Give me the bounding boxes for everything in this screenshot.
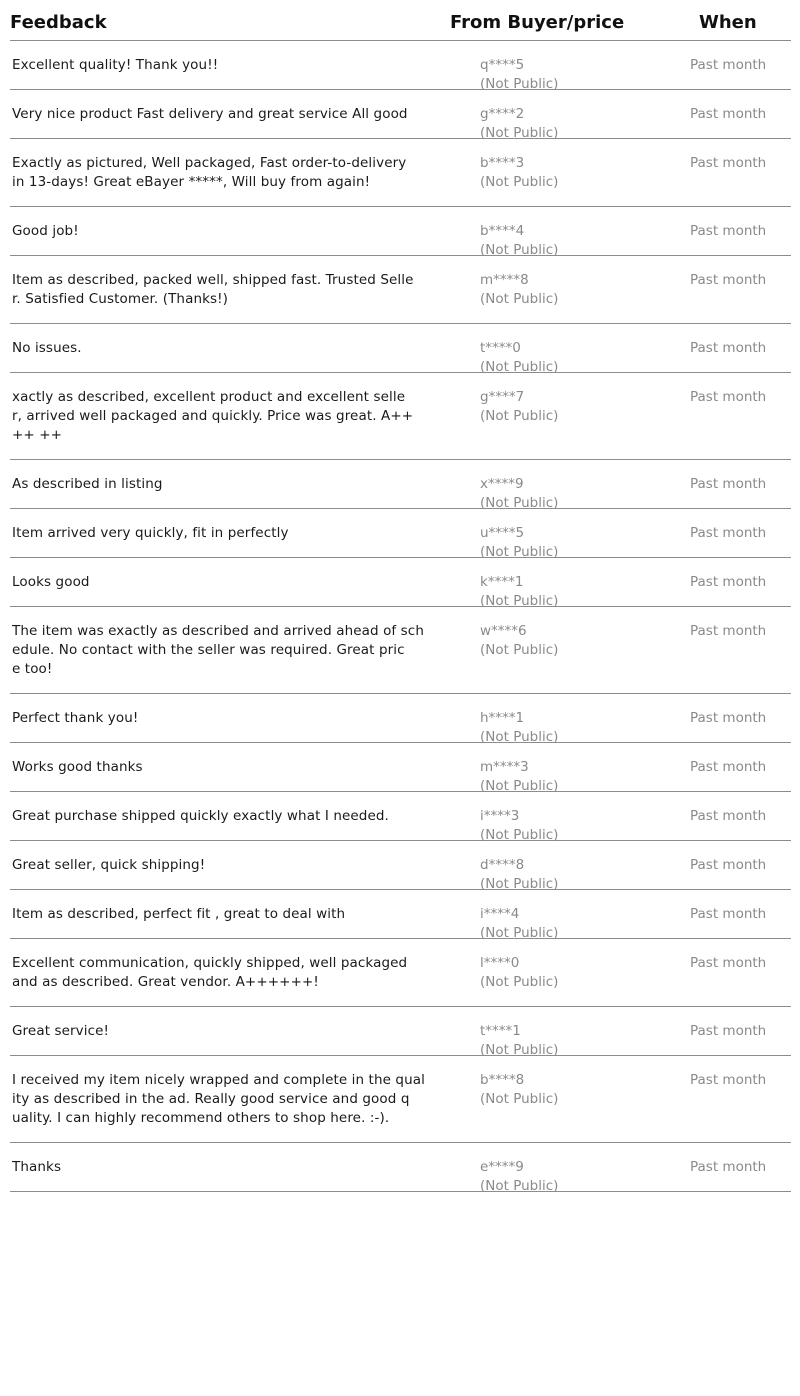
price-visibility: (Not Public) [480,1091,559,1107]
buyer-cell [480,856,558,894]
feedback-text: xactly as described, excellent product and excellent selle r, arrived well packaged and quickly. Price was great. A++ ++ ++ [12,389,414,443]
price-visibility: (Not Public) [480,125,559,141]
buyer-cell [480,388,558,426]
feedback-text: Exactly as pictured, Well packaged, Fast order-to-delivery in 13-days! Great eBayer *****, Will buy from again! [12,155,407,190]
when-cell: Past month [690,272,767,288]
buyer-id: t****0 [480,340,521,356]
price-visibility: (Not Public) [480,242,559,258]
buyer-id: b****4 [480,223,525,239]
buyer-cell [480,954,558,992]
when-cell: Past month [690,476,767,492]
buyer-id: g****2 [480,106,525,122]
table-row [10,841,791,890]
buyer-cell [480,524,558,562]
price-visibility: (Not Public) [480,1042,559,1058]
when-cell: Past month [690,955,767,971]
buyer-cell [480,709,558,747]
table-row [10,694,791,743]
table-row [10,890,791,939]
table-header [10,0,791,41]
when-cell: Past month [690,57,767,73]
feedback-text: Works good thanks [12,759,143,775]
feedback-text: Item arrived very quickly, fit in perfectly [12,525,289,541]
when-cell: Past month [690,710,767,726]
price-visibility: (Not Public) [480,544,559,560]
buyer-id: g****7 [480,389,525,405]
buyer-cell [480,222,558,260]
buyer-id: u****5 [480,525,525,541]
table-row [10,460,791,509]
table-row [10,41,791,90]
buyer-cell [480,271,558,309]
price-visibility: (Not Public) [480,76,559,92]
price-visibility: (Not Public) [480,593,559,609]
buyer-cell [480,1022,558,1060]
buyer-cell [480,339,558,377]
feedback-text: No issues. [12,340,82,356]
price-visibility: (Not Public) [480,359,559,375]
when-cell: Past month [690,1072,767,1088]
price-visibility: (Not Public) [480,642,559,658]
table-row [10,373,791,460]
when-cell: Past month [690,759,767,775]
buyer-id: l****0 [480,955,520,971]
buyer-id: x****9 [480,476,524,492]
when-cell: Past month [690,340,767,356]
buyer-cell [480,807,558,845]
buyer-cell [480,154,558,192]
when-cell: Past month [690,106,767,122]
feedback-text: As described in listing [12,476,163,492]
when-cell: Past month [690,574,767,590]
feedback-text: The item was exactly as described and arrived ahead of sch edule. No contact with the seller was required. Great pric e too! [12,623,424,677]
feedback-text: Looks good [12,574,90,590]
feedback-text: Excellent quality! Thank you!! [12,57,219,73]
price-visibility: (Not Public) [480,925,559,941]
table-row [10,207,791,256]
price-visibility: (Not Public) [480,174,559,190]
when-cell: Past month [690,1159,767,1175]
feedback-text: Great seller, quick shipping! [12,857,206,873]
price-visibility: (Not Public) [480,291,559,307]
buyer-id: k****1 [480,574,524,590]
buyer-id: t****1 [480,1023,521,1039]
table-row [10,324,791,373]
buyer-cell [480,105,558,143]
price-visibility: (Not Public) [480,876,559,892]
buyer-id: m****3 [480,759,529,775]
price-visibility: (Not Public) [480,1178,559,1194]
table-row [10,1056,791,1143]
table-row [10,256,791,324]
table-row [10,939,791,1007]
when-cell: Past month [690,223,767,239]
buyer-id: e****9 [480,1159,524,1175]
buyer-id: w****6 [480,623,527,639]
buyer-id: b****8 [480,1072,525,1088]
feedback-text: Item as described, perfect fit , great to deal with [12,906,346,922]
when-cell: Past month [690,808,767,824]
price-visibility: (Not Public) [480,408,559,424]
buyer-cell [480,905,558,943]
feedback-text: Very nice product Fast delivery and great service All good [12,106,408,122]
when-cell: Past month [690,623,767,639]
when-cell: Past month [690,389,767,405]
price-visibility: (Not Public) [480,827,559,843]
when-cell: Past month [690,857,767,873]
buyer-id: i****4 [480,906,520,922]
feedback-text: I received my item nicely wrapped and complete in the qual ity as described in the ad. Really good service and good q uality. I can highly recommend others to shop here. :-). [12,1072,425,1126]
buyer-cell [480,56,558,94]
table-row [10,90,791,139]
buyer-id: q****5 [480,57,525,73]
feedback-text: Thanks [12,1159,62,1175]
feedback-table [10,0,791,1192]
buyer-cell [480,475,558,513]
feedback-text: Excellent communication, quickly shipped, well packaged and as described. Great vendor. A++++++! [12,955,408,990]
buyer-cell [480,758,558,796]
when-cell: Past month [690,155,767,171]
table-row [10,792,791,841]
table-row [10,509,791,558]
buyer-id: d****8 [480,857,525,873]
buyer-id: b****3 [480,155,525,171]
table-row [10,139,791,207]
table-body [10,41,791,1192]
when-cell: Past month [690,1023,767,1039]
buyer-cell [480,622,558,660]
buyer-id: h****1 [480,710,525,726]
column-header-when: When [699,12,757,33]
price-visibility: (Not Public) [480,974,559,990]
table-row [10,558,791,607]
table-row [10,607,791,694]
feedback-text: Great purchase shipped quickly exactly what I needed. [12,808,389,824]
price-visibility: (Not Public) [480,729,559,745]
table-row [10,743,791,792]
feedback-text: Item as described, packed well, shipped fast. Trusted Selle r. Satisfied Customer. (Thanks!) [12,272,414,307]
feedback-text: Good job! [12,223,79,239]
buyer-cell [480,1071,558,1109]
column-header-buyer: From Buyer/price [450,12,625,33]
feedback-text: Great service! [12,1023,110,1039]
buyer-id: m****8 [480,272,529,288]
table-row [10,1143,791,1192]
feedback-text: Perfect thank you! [12,710,139,726]
when-cell: Past month [690,906,767,922]
buyer-cell [480,573,558,611]
buyer-cell [480,1158,558,1196]
table-row [10,1007,791,1056]
buyer-id: i****3 [480,808,520,824]
column-header-feedback: Feedback [10,12,107,33]
price-visibility: (Not Public) [480,778,559,794]
price-visibility: (Not Public) [480,495,559,511]
when-cell: Past month [690,525,767,541]
